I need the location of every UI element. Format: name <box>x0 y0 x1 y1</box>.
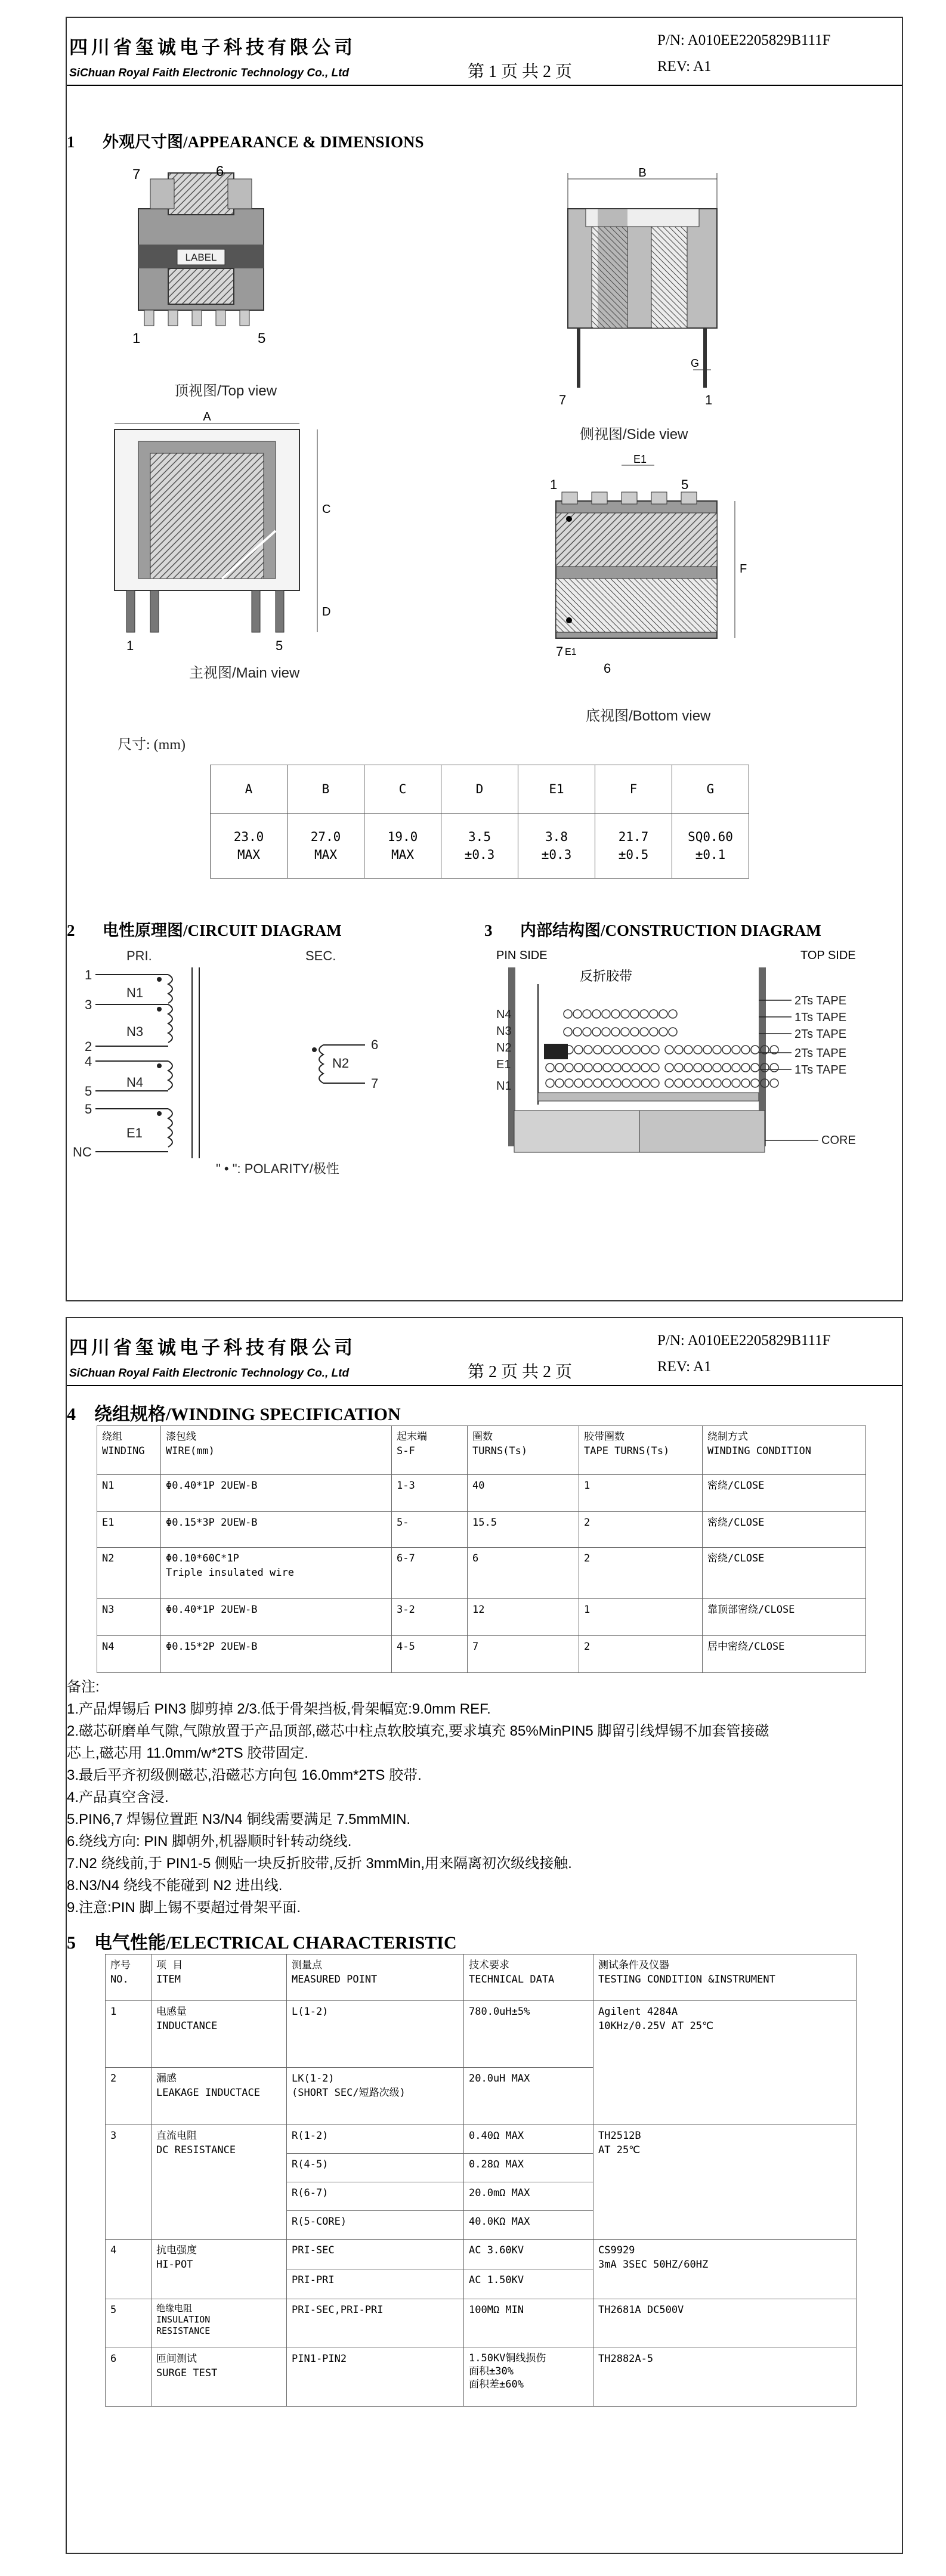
svg-text:7: 7 <box>556 644 564 659</box>
part-number: P/N: A010EE2205829B111F <box>657 32 831 48</box>
svg-text:1: 1 <box>550 477 558 492</box>
table-header: 绕制方式 WINDING CONDITION <box>703 1426 866 1475</box>
table-row: 1 电感量 INDUCTANCE L(1-2) 780.0uH±5% Agilent 4284A 10KHz/0.25V AT 25℃ <box>106 2001 857 2068</box>
table-row: 6 匝间测试 SURGE TEST PIN1-PIN2 1.50KV铜线损伤 面积±30% 面积差±60% TH2882A-5 <box>106 2348 857 2407</box>
table-header: 起末端 S-F <box>392 1426 468 1475</box>
unit-label: 尺寸: (mm) <box>118 737 186 753</box>
company-name-en: SiChuan Royal Faith Electronic Technology Co., Ltd <box>69 67 350 79</box>
table-header: 圈数 TURNS(Ts) <box>468 1426 579 1475</box>
document-page-1 <box>66 17 903 1301</box>
dim-value: 27.0 MAX <box>287 814 364 879</box>
pin-label: 1 <box>132 330 141 347</box>
svg-text:A: A <box>203 410 211 423</box>
table-row: PRI-PRI AC 1.50KV <box>106 2269 857 2299</box>
dim-header: A <box>211 765 287 814</box>
company-name-en: SiChuan Royal Faith Electronic Technology Co., Ltd <box>69 1367 350 1380</box>
table-header: 序号 NO. <box>106 1955 152 2001</box>
table-header: 项 目 ITEM <box>152 1955 287 2001</box>
note-item: 1.产品焊锡后 PIN3 脚剪掉 2/3.低于骨架挡板,骨架幅宽:9.0mm REF. <box>67 1701 491 1717</box>
table-header: 漆包线 WIRE(mm) <box>161 1426 392 1475</box>
svg-text:1: 1 <box>705 392 713 407</box>
note-item: 9.注意:PIN 脚上锡不要超过骨架平面. <box>67 1900 301 1916</box>
page-header <box>67 1318 902 1391</box>
page-header <box>67 18 902 91</box>
page-number: 第 1 页 共 2 页 <box>468 63 573 81</box>
dim-header: G <box>672 765 749 814</box>
document-page-2 <box>66 1317 903 2554</box>
svg-text:N1: N1 <box>496 1080 512 1093</box>
section-4-title: 4 绕组规格/WINDING SPECIFICATION <box>67 1405 401 1424</box>
table-row: R(4-5) 0.28Ω MAX <box>106 2154 857 2182</box>
note-item: 3.最后平齐初级侧磁芯,沿磁芯方向包 16.0mm*2TS 胶带. <box>67 1767 422 1783</box>
svg-text:2: 2 <box>85 1039 92 1054</box>
table-header: 绕组 WINDING <box>97 1426 161 1475</box>
revision: REV: A1 <box>657 1359 712 1375</box>
section-3-title: 3 内部结构图/CONSTRUCTION DIAGRAM <box>484 921 821 939</box>
dim-header: D <box>441 765 518 814</box>
revision: REV: A1 <box>657 58 712 75</box>
dim-header: F <box>595 765 672 814</box>
page-number: 第 2 页 共 2 页 <box>468 1363 573 1381</box>
side-view-drawing <box>532 167 747 418</box>
table-header: 测试条件及仪器 TESTING CONDITION &INSTRUMENT <box>593 1955 857 2001</box>
svg-text:5: 5 <box>85 1084 92 1099</box>
svg-text:1Ts TAPE: 1Ts TAPE <box>794 1011 847 1024</box>
svg-text:2Ts TAPE: 2Ts TAPE <box>794 1047 847 1060</box>
svg-text:NC: NC <box>73 1145 92 1159</box>
table-row: N2 Φ0.10*60C*1P Triple insulated wire 6-7 6 2 密绕/CLOSE <box>97 1548 866 1599</box>
svg-text:E1: E1 <box>126 1125 143 1140</box>
svg-text:TOP SIDE: TOP SIDE <box>800 949 856 962</box>
note-item: 芯上,磁芯用 11.0mm/w*2TS 胶带固定. <box>67 1745 308 1761</box>
main-view-caption: 主视图/Main view <box>189 665 300 681</box>
table-row: E1 Φ0.15*3P 2UEW-B 5- 15.5 2 密绕/CLOSE <box>97 1512 866 1548</box>
table-row: 3 直流电阻 DC RESISTANCE R(1-2) 0.40Ω MAX TH2512B AT 25℃ <box>106 2125 857 2154</box>
table-row: N1 Φ0.40*1P 2UEW-B 1-3 40 1 密绕/CLOSE <box>97 1475 866 1512</box>
svg-text:2Ts TAPE: 2Ts TAPE <box>794 994 847 1007</box>
section-2-title: 2 电性原理图/CIRCUIT DIAGRAM <box>67 921 342 939</box>
svg-text:4: 4 <box>85 1054 92 1069</box>
table-header: 胶带圈数 TAPE TURNS(Ts) <box>579 1426 703 1475</box>
table-header: 测量点 MEASURED POINT <box>287 1955 464 2001</box>
svg-text:N3: N3 <box>496 1025 512 1038</box>
dim-value: 23.0 MAX <box>211 814 287 879</box>
svg-text:SEC.: SEC. <box>305 948 336 963</box>
company-name-cn: 四川省玺诚电子科技有限公司 <box>69 37 356 58</box>
svg-text:G: G <box>691 357 700 369</box>
table-row: 4 抗电强度 HI-POT PRI-SEC AC 3.60KV CS9929 3mA 3SEC 50HZ/60HZ <box>106 2240 857 2269</box>
svg-text:B: B <box>638 167 647 180</box>
note-item: 7.N2 绕线前,于 PIN1-5 侧贴一块反折胶带,反折 3mmMin,用来隔离初次级线接触. <box>67 1856 572 1872</box>
table-row: R(5-CORE) 40.0KΩ MAX <box>106 2211 857 2240</box>
svg-text:E1: E1 <box>633 453 647 465</box>
svg-text:PRI.: PRI. <box>126 948 152 963</box>
label-text: LABEL <box>185 252 217 263</box>
table-row: N3 Φ0.40*1P 2UEW-B 3-2 12 1 靠顶部密绕/CLOSE <box>97 1599 866 1636</box>
dim-header: E1 <box>518 765 595 814</box>
svg-text:7: 7 <box>559 392 567 407</box>
dim-value: SQ0.60 ±0.1 <box>672 814 749 879</box>
dimension-table <box>210 765 749 879</box>
circuit-diagram <box>73 944 455 1182</box>
svg-text:6: 6 <box>604 661 611 676</box>
svg-text:5: 5 <box>85 1102 92 1117</box>
dim-header: B <box>287 765 364 814</box>
section-1-title: 1 外观尺寸图/APPEARANCE & DIMENSIONS <box>67 133 424 151</box>
top-view-caption: 顶视图/Top view <box>174 383 277 399</box>
table-row: R(6-7) 20.0mΩ MAX <box>106 2182 857 2211</box>
svg-text:3: 3 <box>85 997 92 1012</box>
bottom-view-caption: 底视图/Bottom view <box>586 708 711 724</box>
note-item: 4.产品真空含浸. <box>67 1789 169 1805</box>
svg-text:N2: N2 <box>496 1041 512 1054</box>
polarity-note: " • ": POLARITY/极性 <box>216 1161 339 1176</box>
svg-text:N4: N4 <box>126 1075 144 1090</box>
svg-text:N4: N4 <box>496 1008 512 1021</box>
svg-text:C: C <box>322 503 331 516</box>
pin-label: 6 <box>216 163 224 180</box>
note-item: 5.PIN6,7 焊锡位置距 N3/N4 铜线需要满足 7.5mmMIN. <box>67 1811 411 1827</box>
side-view-caption: 侧视图/Side view <box>580 426 688 443</box>
svg-text:E1: E1 <box>565 647 577 657</box>
pin-label: 7 <box>132 166 141 183</box>
svg-text:PIN SIDE: PIN SIDE <box>496 949 548 962</box>
dim-value: 19.0 MAX <box>364 814 441 879</box>
svg-text:E1: E1 <box>496 1058 511 1071</box>
table-header: 技术要求 TECHNICAL DATA <box>464 1955 593 2001</box>
table-row: N4 Φ0.15*2P 2UEW-B 4-5 7 2 居中密绕/CLOSE <box>97 1636 866 1673</box>
dim-header: C <box>364 765 441 814</box>
top-view-drawing <box>109 161 305 376</box>
svg-text:7: 7 <box>371 1076 379 1091</box>
svg-text:N3: N3 <box>126 1024 144 1039</box>
svg-text:2Ts TAPE: 2Ts TAPE <box>794 1028 847 1041</box>
svg-text:CORE: CORE <box>821 1134 856 1147</box>
svg-text:F: F <box>740 562 747 576</box>
svg-text:1: 1 <box>126 638 134 653</box>
svg-text:反折胶带: 反折胶带 <box>580 969 633 984</box>
note-item: 6.绕线方向: PIN 脚朝外,机器顺时针转动绕线. <box>67 1833 352 1850</box>
notes-block <box>67 1676 896 1919</box>
note-item: 2.磁芯研磨单气隙,气隙放置于产品顶部,磁芯中柱点软胶填充,要求填充 85%MinPIN5 脚留引线焊锡不加套管接磁 <box>67 1723 769 1739</box>
svg-text:N1: N1 <box>126 985 144 1000</box>
table-row: 5 绝缘电阻 INSULATION RESISTANCE PRI-SEC,PRI-PRI 100MΩ MIN TH2681A DC500V <box>106 2299 857 2348</box>
svg-text:5: 5 <box>681 477 689 492</box>
header-rule <box>67 85 902 86</box>
header-rule <box>67 1385 902 1386</box>
svg-text:N2: N2 <box>332 1056 350 1071</box>
bottom-view-drawing <box>532 447 783 698</box>
company-name-cn: 四川省玺诚电子科技有限公司 <box>69 1337 356 1358</box>
main-view-drawing <box>103 406 365 656</box>
pin-label: 5 <box>258 330 266 347</box>
svg-text:1Ts TAPE: 1Ts TAPE <box>794 1063 847 1077</box>
winding-spec-table <box>97 1425 866 1673</box>
svg-text:6: 6 <box>371 1037 379 1052</box>
notes-title: 备注: <box>67 1679 100 1695</box>
part-number: P/N: A010EE2205829B111F <box>657 1332 831 1349</box>
electrical-table <box>105 1954 857 2407</box>
svg-text:1: 1 <box>85 967 92 982</box>
dim-value: 3.8 ±0.3 <box>518 814 595 879</box>
svg-text:5: 5 <box>276 638 283 653</box>
svg-text:D: D <box>322 605 331 619</box>
section-5-title: 5 电气性能/ELECTRICAL CHARACTERISTIC <box>67 1933 457 1953</box>
dim-value: 3.5 ±0.3 <box>441 814 518 879</box>
dim-value: 21.7 ±0.5 <box>595 814 672 879</box>
note-item: 8.N3/N4 绕线不能碰到 N2 进出线. <box>67 1878 283 1894</box>
table-row: 2 漏感 LEAKAGE INDUCTACE LK(1-2) (SHORT SEC/短路次级) 20.0uH MAX <box>106 2068 857 2125</box>
construction-diagram <box>496 944 890 1200</box>
